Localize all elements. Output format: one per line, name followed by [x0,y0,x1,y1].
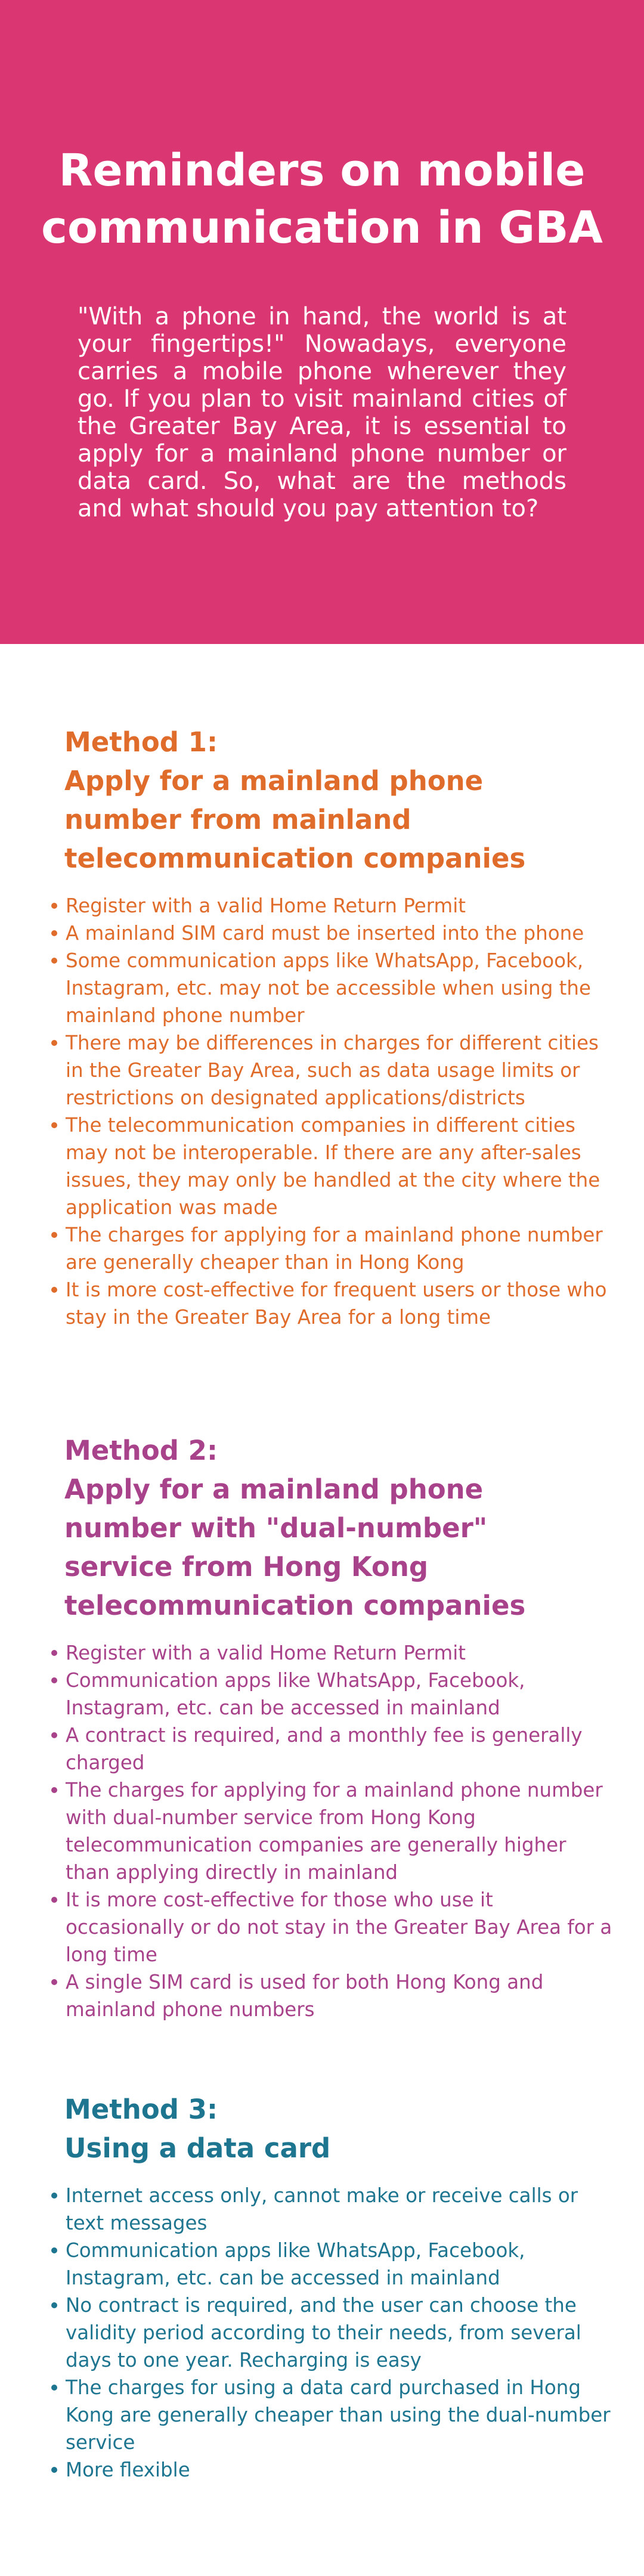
hero-banner [0,0,644,644]
page-title-line-2: communication in GBA [41,202,603,253]
method-1-label: Method 1: [64,726,218,758]
method-3-label: Method 3: [64,2094,218,2125]
list-item: Register with a valid Home Return Permit [66,1639,614,1667]
list-item: There may be differences in charges for different cities in the Greater Bay Area, such as data usage limits or restrictions on designated applications/districts [66,1029,614,1111]
list-item: No contract is required, and the user can choose the validity period according to their needs, from several days to one year. Recharging is easy [66,2292,614,2374]
list-item: Communication apps like WhatsApp, Facebook, Instagram, etc. can be accessed in mainland [66,2237,614,2292]
list-item: The telecommunication companies in different cities may not be interoperable. If there are any after-sales issues, they may only be handled at the city where the application was made [66,1111,614,1221]
list-item: The charges for using a data card purchased in Hong Kong are generally cheaper than using the dual-number service [66,2374,614,2456]
method-2-label: Method 2: [64,1435,218,1466]
method-1-heading [64,723,541,878]
method-2-list [0,1639,614,2023]
list-item: Internet access only, cannot make or receive calls or text messages [66,2182,614,2237]
list-item: A contract is required, and a monthly fee is generally charged [66,1722,614,1776]
method-1-heading-line: telecommunication companies [64,843,526,874]
list-item: The charges for applying for a mainland phone number are generally cheaper than in Hong Kong [66,1221,614,1276]
method-2-heading-line: service from Hong Kong [64,1551,429,1583]
intro-paragraph: "With a phone in hand, the world is at your fingertips!" Nowadays, everyone carries a mobile phone wherever they go. If you plan to visit mainland cities of the Greater Bay Area, it is essential to apply for a mainland phone number or data card. So, what are the methods and what should you pay attention to? [78,303,566,522]
method-1-section [0,723,644,1331]
method-1-heading-line: number from mainland [64,804,411,835]
list-item: More flexible [66,2456,614,2484]
list-item: Some communication apps like WhatsApp, Facebook, Instagram, etc. may not be accessible when using the mainland phone number [66,947,614,1029]
method-3-list [0,2182,614,2484]
method-2-heading-line: number with "dual-number" [64,1512,488,1544]
list-item: The charges for applying for a mainland phone number with dual-number service from Hong Kong telecommunication companies are generally higher than applying directly in mainland [66,1776,614,1886]
page-title-line-1: Reminders on mobile [58,145,586,196]
page-title [0,142,644,256]
method-3-heading-line: Using a data card [64,2132,331,2164]
method-2-heading [64,1431,541,1625]
list-item: Communication apps like WhatsApp, Facebook, Instagram, etc. can be accessed in mainland [66,1667,614,1722]
method-2-heading-line: telecommunication companies [64,1590,526,1621]
list-item: Register with a valid Home Return Permit [66,892,614,919]
list-item: A single SIM card is used for both Hong Kong and mainland phone numbers [66,1968,614,2023]
list-item: It is more cost-effective for frequent users or those who stay in the Greater Bay Area for a long time [66,1276,614,1331]
method-1-list [0,892,614,1331]
method-2-section [0,1431,644,2023]
list-item: A mainland SIM card must be inserted into the phone [66,919,614,947]
method-1-heading-line: Apply for a mainland phone [64,765,484,797]
method-2-heading-line: Apply for a mainland phone [64,1473,484,1505]
method-3-heading [64,2090,541,2168]
list-item: It is more cost-effective for those who use it occasionally or do not stay in the Greater Bay Area for a long time [66,1886,614,1968]
method-3-section [0,2090,644,2484]
